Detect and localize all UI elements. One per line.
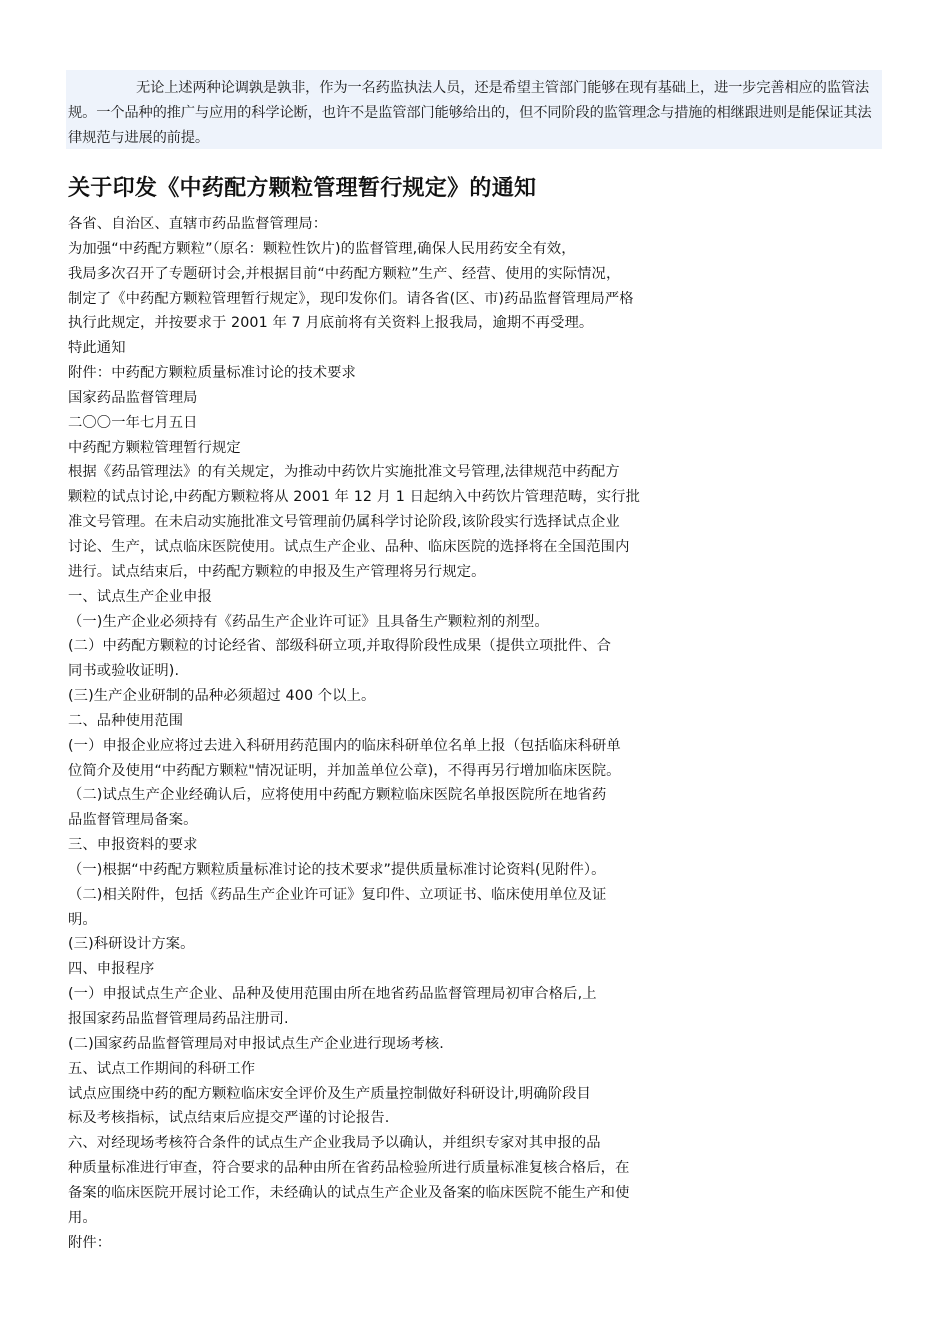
text-line: 报国家药品监督管理局药品注册司. (68, 1011, 289, 1027)
text-line: (三)生产企业研制的品种必须超过 400 个以上。 (68, 688, 376, 705)
text-line: (二)国家药品监督管理局对申报试点生产企业进行现场考核. (68, 1035, 444, 1052)
text-line: 进行。试点结束后，中药配方颗粒的申报及生产管理将另行规定。 (68, 563, 486, 580)
text-line: 标及考核指标，试点结束后应提交严谨的讨论报告. (68, 1110, 390, 1127)
document-title: 关于印发《中药配方颗粒管理暂行规定》的通知 (68, 175, 537, 201)
text-line: 中药配方颗粒管理暂行规定 (68, 439, 241, 456)
text-line: (三)科研设计方案。 (68, 936, 195, 953)
text-line: （二)试点生产企业经确认后，应将使用中药配方颗粒临床医院名单报医院所在地省药 (68, 787, 607, 804)
intro-paragraph: 无论上述两种论调孰是孰非，作为一名药监执法人员，还是希望主管部门能够在现有基础上，进一步完善相应的监管法规。一个品种的推广与应用的科学论断，也许不是监管部门能够给出的，但不同阶段的监管理念与措施的相继跟进则是能保证其法律规范与进展的前提。 (66, 70, 882, 149)
text-line: 二〇〇一年七月五日 (68, 414, 198, 431)
text-line: （一)根据“中药配方颗粒质量标准讨论的技术要求”提供质量标准讨论资料(见附件）。 (68, 861, 606, 878)
text-line: 种质量标准进行审查，符合要求的品种由所在省药品检验所进行质量标准复核合格后，在 (68, 1160, 630, 1177)
text-line: 根据《药品管理法》的有关规定，为推动中药饮片实施批准文号管理,法律规范中药配方 (68, 464, 620, 481)
text-line: 同书或验收证明). (68, 663, 180, 680)
text-line: 为加强“中药配方颗粒”（原名：颗粒性饮片)的监督管理,确保人民用药安全有效， (68, 240, 576, 257)
text-line: 各省、自治区、直辖市药品监督管理局： (68, 216, 328, 232)
text-line: 用。 (68, 1209, 97, 1226)
text-line: 附件： (68, 1234, 112, 1251)
text-line: 二、品种使用范围 (68, 712, 184, 729)
text-line: 六、对经现场考核符合条件的试点生产企业我局予以确认，并组织专家对其申报的品 (68, 1135, 601, 1152)
text-line: 明。 (68, 911, 97, 928)
text-line: 附件：中药配方颗粒质量标准讨论的技术要求 (68, 365, 356, 382)
text-line: 我局多次召开了专题研讨会,并根据目前“中药配方颗粒”生产、经营、使用的实际情况， (68, 265, 621, 282)
text-line: （一)生产企业必须持有《药品生产企业许可证》且具备生产颗粒剂的剂型。 (68, 613, 549, 630)
text-line: 执行此规定，并按要求于 2001 年 7 月底前将有关资料上报我局，逾期不再受理。 (68, 315, 594, 332)
text-line: 位简介及使用“中药配方颗粒"情况证明，并加盖单位公章)，不得再另行增加临床医院。 (68, 762, 621, 779)
text-line: （二)相关附件，包括《药品生产企业许可证》复印件、立项证书、临床使用单位及证 (68, 886, 607, 903)
text-line: 三、申报资料的要求 (68, 837, 198, 854)
text-line: 颗粒的试点讨论,中药配方颗粒将从 2001 年 12 月 1 日起纳入中药饮片管理范畴，实行批 (68, 489, 640, 506)
text-line: 五、试点工作期间的科研工作 (68, 1060, 256, 1077)
text-line: (二）中药配方颗粒的讨论经省、部级科研立项,并取得阶段性成果（提供立项批件、合 (68, 638, 612, 655)
text-line: 讨论、生产，试点临床医院使用。试点生产企业、品种、临床医院的选择将在全国范围内 (68, 538, 630, 555)
text-line: 试点应围绕中药的配方颗粒临床安全评价及生产质量控制做好科研设计,明确阶段目 (68, 1085, 591, 1102)
text-line: 一、试点生产企业申报 (68, 588, 212, 605)
notice-body (68, 212, 768, 1255)
text-line: 品监督管理局备案。 (68, 812, 198, 829)
text-line: 国家药品监督管理局 (68, 389, 198, 406)
text-line: 制定了《中药配方颗粒管理暂行规定》，现印发你们。请各省(区、市)药品监督管理局严格 (68, 290, 634, 307)
text-line: (一）申报企业应将过去进入科研用药范围内的临床科研单位名单上报（包括临床科研单 (68, 737, 621, 754)
text-line: 特此通知 (68, 340, 126, 357)
text-line: 四、申报程序 (68, 961, 155, 978)
text-line: (一）申报试点生产企业、品种及使用范围由所在地省药品监督管理局初审合格后,上 (68, 986, 597, 1003)
text-line: 备案的临床医院开展讨论工作，未经确认的试点生产企业及备案的临床医院不能生产和使 (68, 1184, 630, 1201)
text-line: 准文号管理。在未启动实施批准文号管理前仍属科学讨论阶段,该阶段实行选择试点企业 (68, 514, 620, 531)
